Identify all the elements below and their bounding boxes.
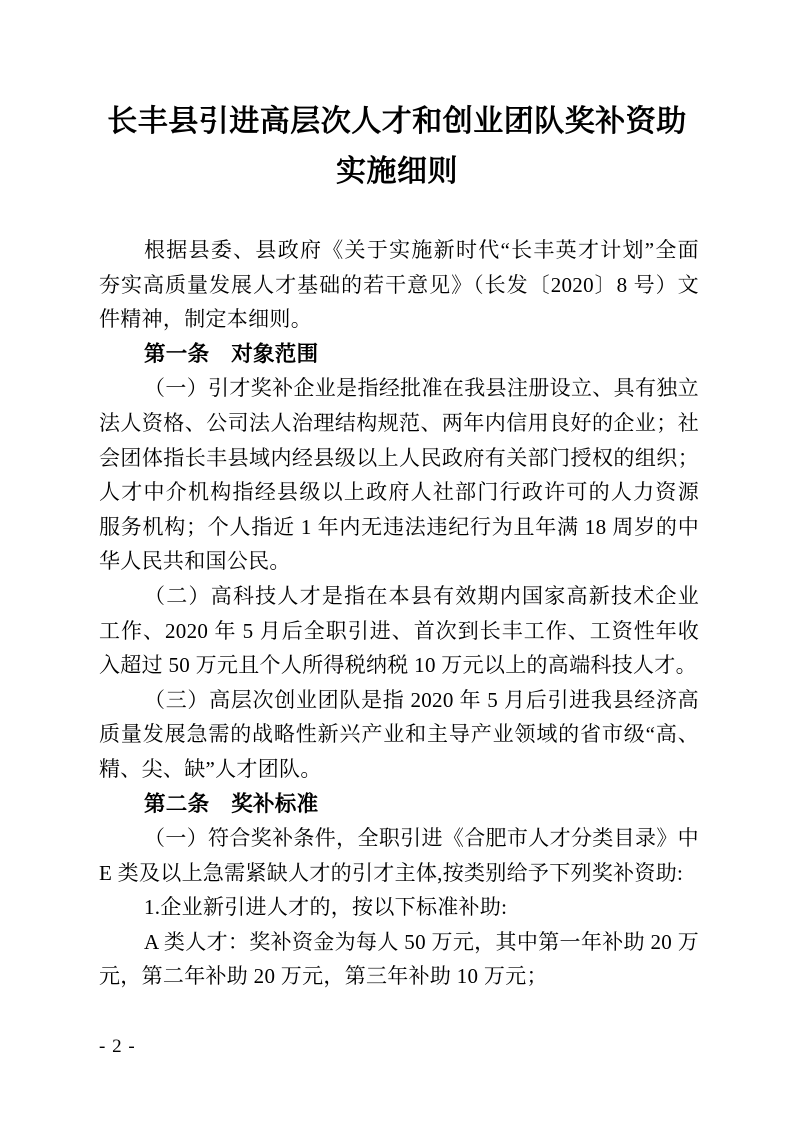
text-line: 根据县委、县政府《关于实施新时代“长丰英才计划”全面 <box>144 238 699 262</box>
text-line: 华人民共和国公民。 <box>99 549 291 574</box>
text-line: 件精神，制定本细则。 <box>99 307 312 332</box>
paragraph-article1-item1 <box>99 371 699 579</box>
paragraph-article1-item2 <box>99 579 699 683</box>
document-body <box>99 233 699 994</box>
text-line: 夯实高质量发展人才基础的若干意见》（长发〔2020〕8 号）文 <box>99 272 699 297</box>
paragraph-intro <box>99 233 699 337</box>
text-line: （一）引才奖补企业是指经批准在我县注册设立、具有独立 <box>144 376 699 401</box>
text-line: E 类及以上急需紧缺人才的引才主体,按类别给予下列奖补资助: <box>99 860 684 885</box>
text-line: （二）高科技人才是指在本县有效期内国家高新技术企业 <box>144 583 699 608</box>
text-line: （三）高层次创业团队是指 2020 年 5 月后引进我县经济高 <box>144 687 699 712</box>
paragraph-article2-sub1 <box>99 890 699 925</box>
text-line: （一）符合奖补条件，全职引进《合肥市人才分类目录》中 <box>144 826 699 851</box>
text-line: 服务机构；个人指近 1 年内无违法违纪行为且年满 18 周岁的中 <box>99 514 699 539</box>
section-2-heading: 第二条 奖补标准 <box>144 791 319 816</box>
text-line: 质量发展急需的战略性新兴产业和主导产业领域的省市级“高、 <box>99 722 699 747</box>
text-line: 人才中介机构指经县级以上政府人社部门行政许可的人力资源 <box>99 480 699 505</box>
text-line: 精、尖、缺”人才团队。 <box>99 756 322 781</box>
paragraph-class-a-talent <box>99 925 699 994</box>
text-line: 法人资格、公司法人治理结构规范、两年内信用良好的企业；社 <box>99 410 699 435</box>
section-2-heading-block <box>99 787 699 822</box>
text-line: 元，第二年补助 20 万元，第三年补助 10 万元； <box>99 964 548 989</box>
text-line: 入超过 50 万元且个人所得税纳税 10 万元以上的高端科技人才。 <box>99 653 697 678</box>
page-number: - 2 - <box>99 1036 136 1057</box>
paragraph-article1-item3 <box>99 683 699 787</box>
section-1-heading: 第一条 对象范围 <box>144 341 319 366</box>
text-line: 1.企业新引进人才的，按以下标准补助: <box>144 895 508 920</box>
text-line: A 类人才：奖补资金为每人 50 万元，其中第一年补助 20 万 <box>144 929 699 954</box>
document-title <box>0 0 794 197</box>
paragraph-article2-item1 <box>99 821 699 890</box>
text-line: 工作、2020 年 5 月后全职引进、首次到长丰工作、工资性年收 <box>99 618 699 643</box>
document-title-line-2: 实施细则 <box>336 155 458 188</box>
document-title-line-1: 长丰县引进高层次人才和创业团队奖补资助 <box>107 105 687 138</box>
text-line: 会团体指长丰县域内经县级以上人民政府有关部门授权的组织； <box>99 445 699 470</box>
section-1-heading-block <box>99 337 699 372</box>
